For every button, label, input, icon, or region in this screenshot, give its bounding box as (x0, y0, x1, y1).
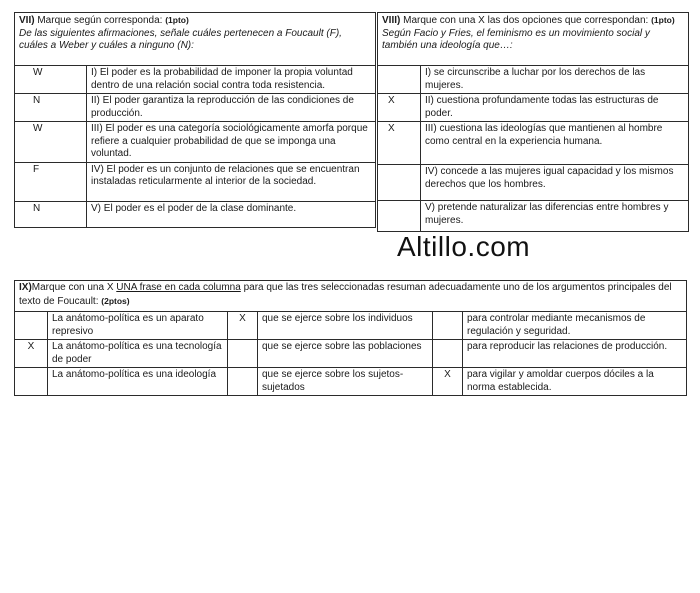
section-ix-title-pre: Marque con una X (31, 282, 117, 293)
statement-cell: I) se circunscribe a luchar por los derechos de las mujeres. (421, 66, 689, 94)
table-row (15, 340, 687, 368)
statement-cell: V) El poder es el poder de la clase dominante. (87, 201, 376, 227)
statement-cell: IV) concede a las mujeres igual capacidad y los mismos derechos que los hombres. (421, 165, 689, 201)
answer-mark-cell: W (15, 122, 87, 163)
check-cell: X (433, 368, 463, 396)
check-cell (15, 312, 48, 340)
section-vii-header (15, 13, 376, 66)
section-ix-points: (2ptos) (101, 295, 130, 306)
answer-mark-cell (378, 165, 421, 201)
statement-cell: I) El poder es la probabilidad de imponer la propia voluntad dentro de una relación social contra toda resistencia. (87, 66, 376, 94)
statement-cell: III) El poder es una categoría sociológicamente amorfa porque refiere a cualquier probabilidad de que se imponga una voluntad. (87, 122, 376, 163)
section-ix-title-underlined: UNA frase en cada columna (116, 282, 241, 293)
table-row (15, 122, 376, 163)
section-vii-number: VII) (19, 15, 35, 26)
section-ix-header (15, 281, 687, 312)
exam-table-ix (14, 280, 687, 396)
table-row (15, 94, 376, 122)
check-cell: X (15, 340, 48, 368)
phrase-cell: que se ejerce sobre las poblaciones (258, 340, 433, 368)
check-cell (228, 368, 258, 396)
table-row (378, 122, 689, 165)
section-ix-title-post: para que las tres seleccionadas resuman adecuadamente uno de los argumentos principales del texto de Foucault: (19, 282, 672, 307)
answer-mark-cell: F (15, 162, 87, 201)
check-cell (228, 340, 258, 368)
statement-cell: III) cuestiona las ideologías que mantienen al hombre como central en la experiencia humana. (421, 122, 689, 165)
altillo-watermark: Altillo.com (397, 231, 531, 262)
section-viii-subtitle: Según Facio y Fries, el feminismo es un movimiento social y también una ideología que…: (382, 27, 650, 51)
statement-cell: II) cuestiona profundamente todas las estructuras de poder. (421, 94, 689, 122)
phrase-cell: para reproducir las relaciones de producción. (463, 340, 687, 368)
answer-mark-cell: X (378, 94, 421, 122)
answer-mark-cell: N (15, 94, 87, 122)
phrase-cell: La anátomo-política es una ideología (48, 368, 228, 396)
phrase-cell: La anátomo-política es un aparato represivo (48, 312, 228, 340)
table-row (378, 66, 689, 94)
table-row (378, 94, 689, 122)
check-cell: X (228, 312, 258, 340)
section-vii-title: Marque según corresponda: (34, 15, 166, 26)
table-row (15, 312, 687, 340)
table-row (15, 201, 376, 227)
table-row (378, 201, 689, 232)
table-row (15, 66, 376, 94)
table-row (15, 368, 687, 396)
phrase-cell: La anátomo-política es una tecnología de poder (48, 340, 228, 368)
statement-cell: V) pretende naturalizar las diferencias entre hombres y mujeres. (421, 201, 689, 232)
phrase-cell: para controlar mediante mecanismos de regulación y seguridad. (463, 312, 687, 340)
answer-mark-cell (378, 66, 421, 94)
section-viii-number: VIII) (382, 15, 401, 26)
section-viii-title: Marque con una X las dos opciones que correspondan: (400, 15, 652, 26)
exam-table-viii (377, 12, 689, 232)
phrase-cell: que se ejerce sobre los sujetos- sujetados (258, 368, 433, 396)
answer-mark-cell (378, 201, 421, 232)
section-viii-points: (1pto) (651, 15, 675, 25)
exam-table-vii (14, 12, 376, 228)
phrase-cell: para vigilar y amoldar cuerpos dóciles a la norma establecida. (463, 368, 687, 396)
section-vii-points: (1pto) (165, 15, 189, 25)
statement-cell: II) El poder garantiza la reproducción de las condiciones de producción. (87, 94, 376, 122)
section-viii-header (378, 13, 689, 66)
answer-mark-cell: N (15, 201, 87, 227)
check-cell (433, 340, 463, 368)
section-ix-number: IX) (19, 282, 32, 293)
statement-cell: IV) El poder es un conjunto de relaciones que se encuentran instaladas reticularmente al interior de la sociedad. (87, 162, 376, 201)
answer-mark-cell: W (15, 66, 87, 94)
check-cell (433, 312, 463, 340)
answer-mark-cell: X (378, 122, 421, 165)
table-row (15, 162, 376, 201)
section-vii-subtitle: De las siguientes afirmaciones, señale cuáles pertenecen a Foucault (F), cuáles a Weber y cuáles a ninguno (N): (19, 27, 342, 51)
table-row (378, 165, 689, 201)
check-cell (15, 368, 48, 396)
phrase-cell: que se ejerce sobre los individuos (258, 312, 433, 340)
